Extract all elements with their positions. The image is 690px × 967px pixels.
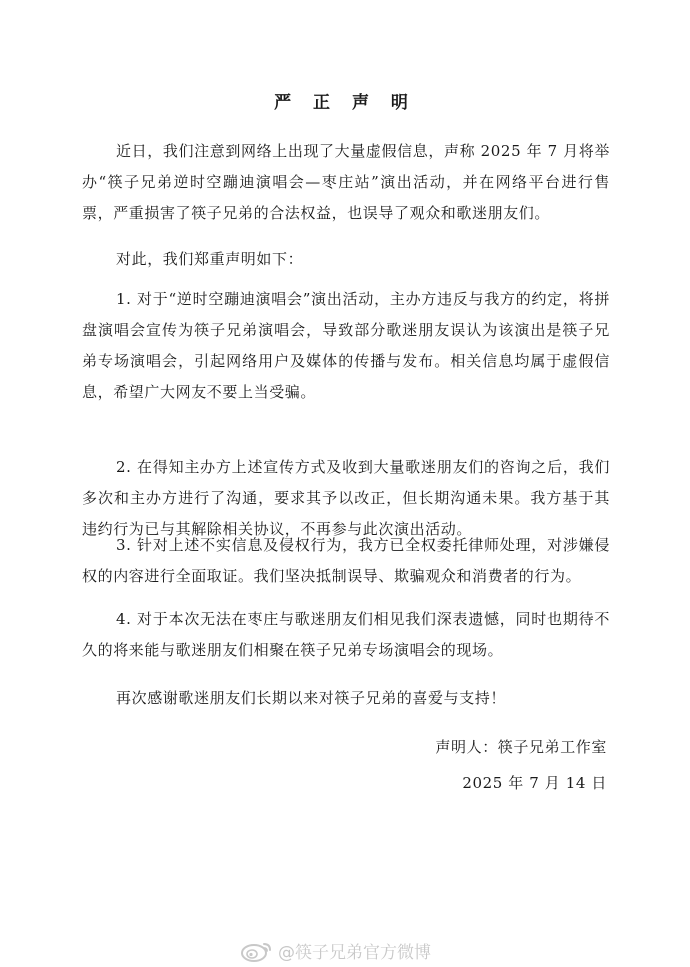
signature-date: 2025 年 7 月 14 日	[462, 774, 607, 792]
paragraph-declaration: 对此，我们郑重声明如下：	[116, 250, 304, 268]
page-title: 严 正 声 明	[274, 93, 416, 113]
paragraph-point-4: 4. 对于本次无法在枣庄与歌迷朋友们相见我们深表遗憾，同时也期待不久的将来能与歌迷朋友们相聚在筷子兄弟专场演唱会的现场。	[82, 610, 610, 659]
paragraph-point-3: 3. 针对上述不实信息及侵权行为，我方已全权委托律师处理，对涉嫌侵权的内容进行全面取证。我们坚决抵制误导、欺骗观众和消费者的行为。	[82, 536, 610, 585]
paragraph-intro: 近日，我们注意到网络上出现了大量虚假信息，声称 2025 年 7 月将举办“筷子兄弟逆时空蹦迪演唱会—枣庄站”演出活动，并在网络平台进行售票，严重损害了筷子兄弟的合法权益，也误导了观众和歌迷朋友们。	[82, 142, 610, 222]
paragraph-point-1: 1. 对于“逆时空蹦迪演唱会”演出活动，主办方违反与我方的约定，将拼盘演唱会宣传为筷子兄弟演唱会，导致部分歌迷朋友误认为该演出是筷子兄弟专场演唱会，引起网络用户及媒体的传播与发布。相关信息均属于虚假信息，希望广大网友不要上当受骗。	[82, 290, 610, 401]
weibo-icon	[240, 940, 274, 962]
weibo-watermark	[240, 938, 431, 963]
paragraph-point-2: 2. 在得知主办方上述宣传方式及收到大量歌迷朋友们的咨询之后，我们多次和主办方进行了沟通，要求其予以改正，但长期沟通未果。我方基于其违约行为已与其解除相关协议，不再参与此次演出活动。	[82, 458, 610, 538]
watermark-text: @筷子兄弟官方微博	[278, 943, 431, 963]
signature: 声明人：筷子兄弟工作室	[435, 738, 607, 756]
paragraph-thanks: 再次感谢歌迷朋友们长期以来对筷子兄弟的喜爱与支持！	[116, 689, 507, 707]
